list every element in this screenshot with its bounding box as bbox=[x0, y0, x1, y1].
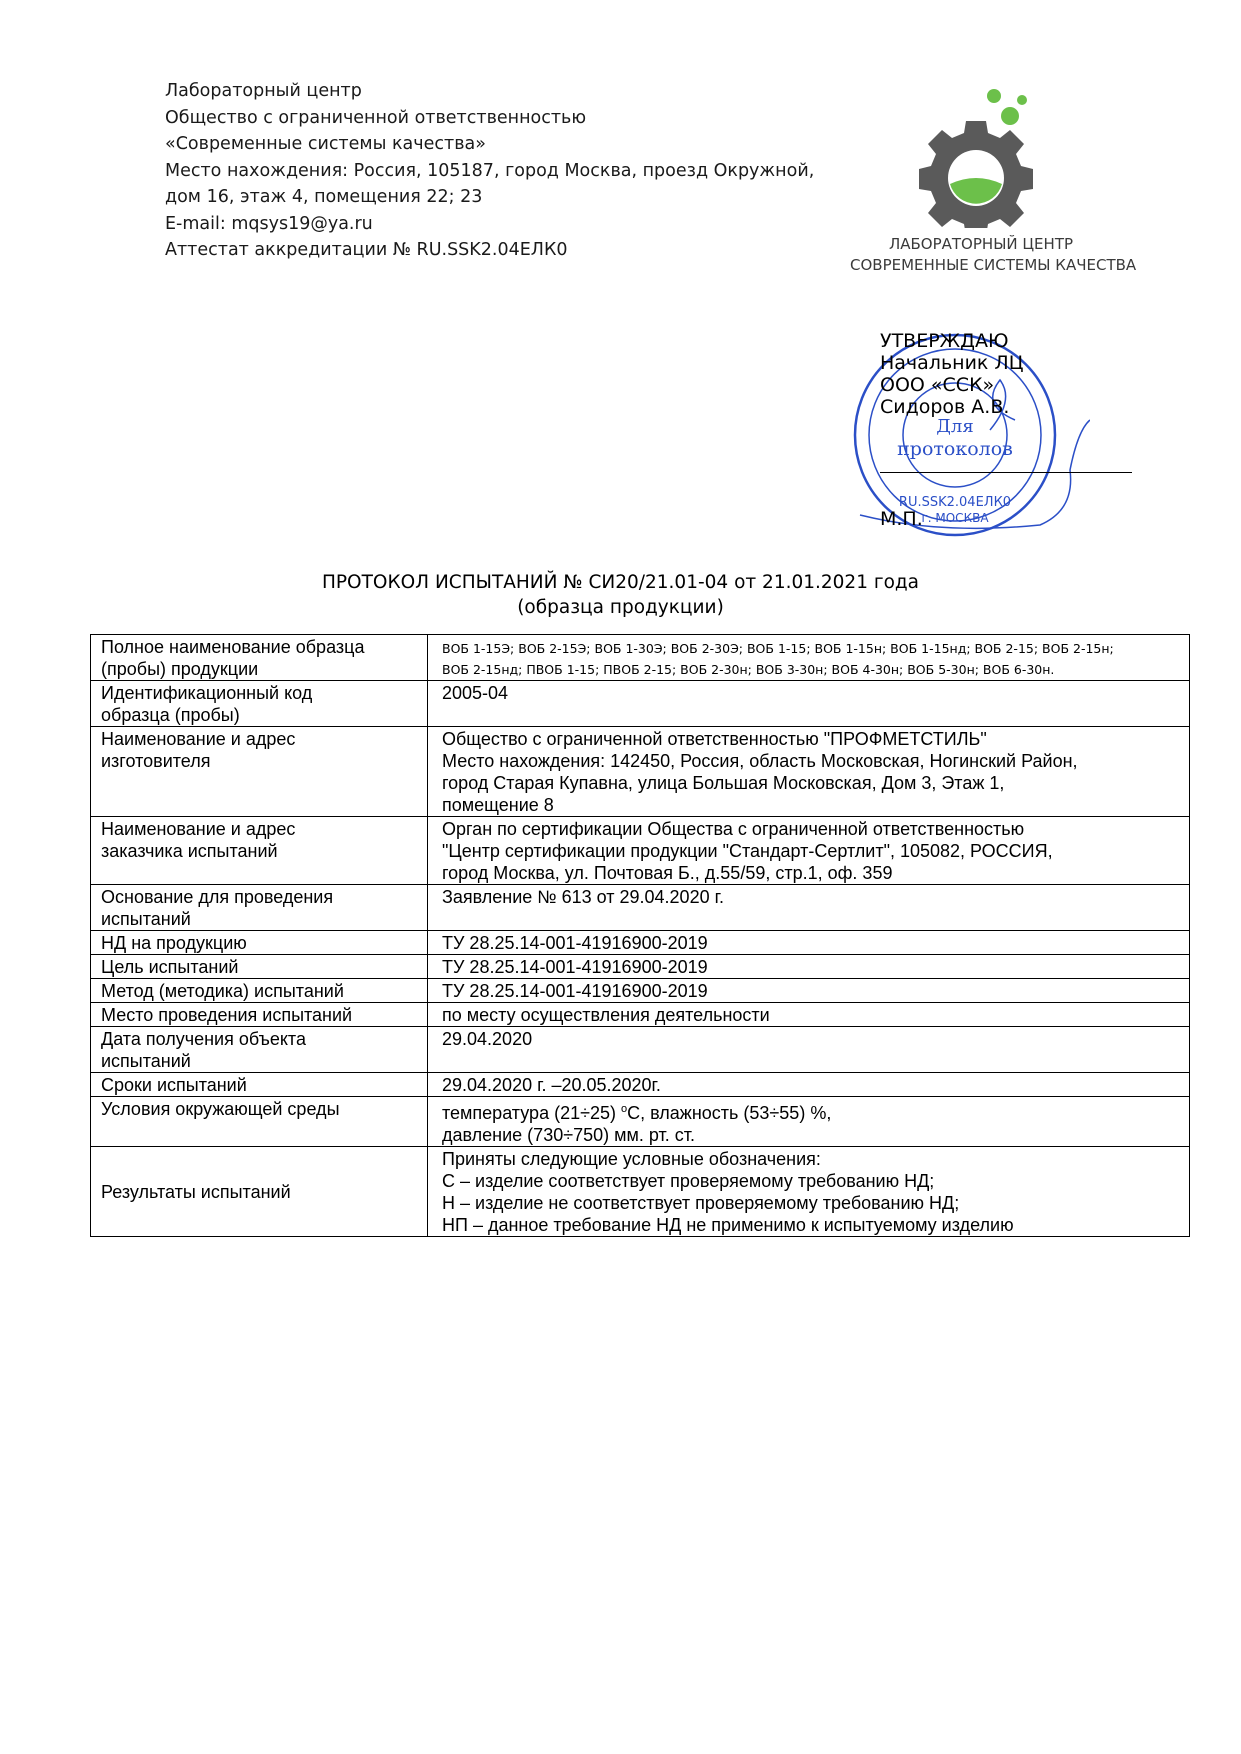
lab-header-line: Лабораторный центр bbox=[165, 81, 362, 101]
table-row bbox=[91, 1147, 1190, 1237]
gear-flask-icon bbox=[914, 86, 1048, 228]
row-value: по месту осуществления деятельности bbox=[428, 1003, 1190, 1027]
lab-header bbox=[165, 78, 814, 264]
table-row bbox=[91, 727, 1190, 817]
row-label: Сроки испытаний bbox=[91, 1073, 428, 1097]
row-value: Общество с ограниченной ответственностью "ПРОФМЕТСТИЛЬ" Место нахождения: 142450, Россия, область Московская, Ногинский Район, город Старая Купавна, улица Большая Московская, Дом 3, Этаж 1, помещение 8 bbox=[428, 727, 1190, 817]
lab-header-line: Общество с ограниченной ответственностью bbox=[165, 107, 587, 128]
lab-header-line: «Современные системы качества» bbox=[165, 134, 486, 154]
row-value: Приняты следующие условные обозначения: С – изделие соответствует проверяемому требованию НД; Н – изделие не соответствует проверяемому требованию НД; НП – данное требование НД не применимо к испытуемому изделию bbox=[428, 1147, 1190, 1237]
approver-position: Начальник ЛЦ bbox=[880, 352, 1024, 374]
row-label: Условия окружающей среды bbox=[91, 1097, 428, 1147]
row-value: ТУ 28.25.14-001-41916900-2019 bbox=[428, 931, 1190, 955]
table-row bbox=[91, 885, 1190, 931]
signature-line bbox=[880, 472, 1132, 473]
row-value: 29.04.2020 г. –20.05.2020г. bbox=[428, 1073, 1190, 1097]
degree-sup: o bbox=[621, 1103, 628, 1115]
stamp-bottom-text-1: RU.SSK2.04ЕЛК0 bbox=[898, 495, 1012, 510]
table-row bbox=[91, 955, 1190, 979]
protocol-subtitle: (образца продукции) bbox=[517, 597, 724, 618]
stamp-bottom-text-2: г. МОСКВА bbox=[921, 511, 989, 525]
lab-email: E-mail: mqsys19@ya.ru bbox=[165, 213, 373, 234]
protocol-title: ПРОТОКОЛ ИСПЫТАНИЙ № СИ20/21.01-04 от 21.01.2021 года bbox=[321, 572, 920, 593]
lab-header-line: дом 16, этаж 4, помещения 22; 23 bbox=[165, 187, 483, 207]
row-value: ТУ 28.25.14-001-41916900-2019 bbox=[428, 979, 1190, 1003]
table-row bbox=[91, 1097, 1190, 1147]
row-label: Место проведения испытаний bbox=[91, 1003, 428, 1027]
row-value: 29.04.2020 bbox=[428, 1027, 1190, 1073]
stamp-place-label: М.П. bbox=[880, 508, 923, 530]
row-label: Полное наименование образца (пробы) продукции bbox=[91, 635, 428, 681]
row-label: Идентификационный код образца (пробы) bbox=[91, 681, 428, 727]
logo-text-line1: ЛАБОРАТОРНЫЙ ЦЕНТР bbox=[888, 235, 1074, 253]
row-label: Цель испытаний bbox=[91, 955, 428, 979]
table-row bbox=[91, 1003, 1190, 1027]
table-row bbox=[91, 931, 1190, 955]
row-label: Метод (методика) испытаний bbox=[91, 979, 428, 1003]
table-row bbox=[91, 681, 1190, 727]
row-label: Наименование и адрес изготовителя bbox=[91, 727, 428, 817]
row-value: 2005-04 bbox=[428, 681, 1190, 727]
conditions-text: температура (21÷25) bbox=[442, 1103, 621, 1123]
approval-block bbox=[880, 330, 1150, 560]
logo-text-line2: СОВРЕМЕННЫЕ СИСТЕМЫ КАЧЕСТВА bbox=[850, 256, 1137, 274]
table-row bbox=[91, 979, 1190, 1003]
row-label: Дата получения объекта испытаний bbox=[91, 1027, 428, 1073]
row-label: Основание для проведения испытаний bbox=[91, 885, 428, 931]
table-row bbox=[91, 817, 1190, 885]
row-label: НД на продукцию bbox=[91, 931, 428, 955]
row-value: ВОБ 1-15Э; ВОБ 2-15Э; ВОБ 1-30Э; ВОБ 2-30Э; ВОБ 1-15; ВОБ 1-15н; ВОБ 1-15нд; ВОБ 2-15; ВОБ 2-15н; ВОБ 2-15нд; ПВОБ 1-15; ПВОБ 2-15; ВОБ 2-30н; ВОБ 3-30н; ВОБ 4-30н; ВОБ 5-30н; ВОБ 6-30н. bbox=[428, 635, 1190, 681]
approver-company: ООО «ССК» bbox=[880, 374, 995, 396]
lab-header-line: Место нахождения: Россия, 105187, город Москва, проезд Окружной, bbox=[165, 160, 815, 181]
conditions-text: давление (730÷750) мм. рт. ст. bbox=[442, 1125, 695, 1145]
conditions-text: С, влажность (53÷55) %, bbox=[627, 1103, 832, 1123]
row-value: Орган по сертификации Общества с ограниченной ответственностью "Центр сертификации продукции "Стандарт-Сертлит", 105082, РОССИЯ, город Москва, ул. Почтовая Б., д.55/59, стр.1, оф. 359 bbox=[428, 817, 1190, 885]
approve-title: УТВЕРЖДАЮ bbox=[880, 330, 1009, 352]
protocol-table bbox=[90, 634, 1190, 1237]
approver-name: Сидоров А.В. bbox=[880, 396, 1010, 418]
row-label: Результаты испытаний bbox=[91, 1147, 428, 1237]
table-row bbox=[91, 1027, 1190, 1073]
accreditation-number: Аттестат аккредитации № RU.SSK2.04ЕЛК0 bbox=[165, 240, 568, 260]
lab-logo bbox=[850, 86, 1137, 276]
stamp-center-text-1: Для bbox=[936, 416, 974, 437]
stamp-center-text-2: протоколов bbox=[897, 438, 1013, 460]
table-row bbox=[91, 635, 1190, 681]
row-value bbox=[428, 1097, 1190, 1147]
row-value: ТУ 28.25.14-001-41916900-2019 bbox=[428, 955, 1190, 979]
row-value: Заявление № 613 от 29.04.2020 г. bbox=[428, 885, 1190, 931]
row-label: Наименование и адрес заказчика испытаний bbox=[91, 817, 428, 885]
table-row bbox=[91, 1073, 1190, 1097]
